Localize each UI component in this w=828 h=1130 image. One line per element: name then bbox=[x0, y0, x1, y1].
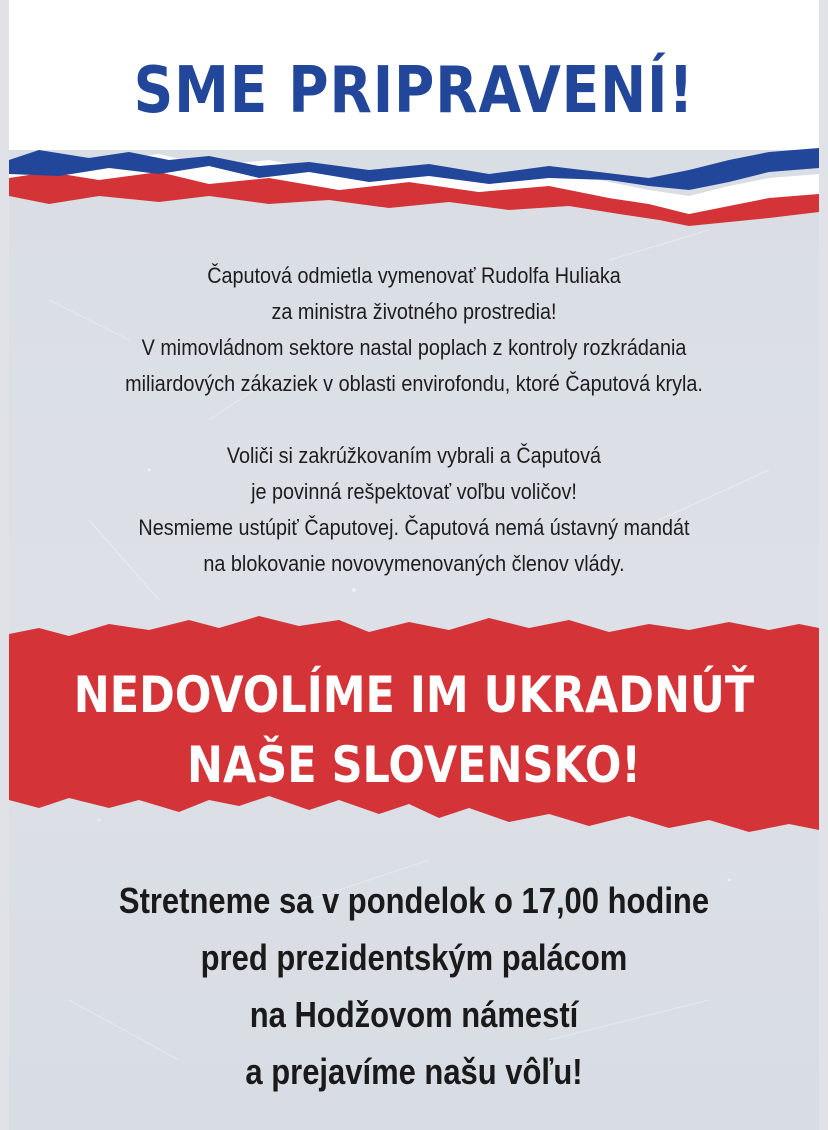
callout-line: pred prezidentským palácom bbox=[200, 937, 628, 978]
callout-line: na Hodžovom námestí bbox=[249, 994, 579, 1035]
meeting-callout bbox=[66, 872, 763, 1100]
voters-line: je povinná rešpektovať voľbu voličov! bbox=[251, 479, 577, 504]
band-headline bbox=[66, 660, 763, 800]
voters-line: Nesmieme ustúpiť Čaputovej. Čaputová nemá ústavný mandát bbox=[138, 515, 690, 540]
right-margin-strip bbox=[819, 0, 828, 1130]
callout-line: a prejavíme našu vôľu! bbox=[245, 1051, 583, 1092]
poster-sheet bbox=[9, 0, 819, 1130]
voters-line: Voliči si zakrúžkovaním vybrali a Čaputová bbox=[226, 443, 602, 468]
intro-line: za ministra životného prostredia! bbox=[271, 299, 557, 324]
band-headline-line: NEDOVOLÍME IM UKRADNÚŤ bbox=[73, 666, 755, 724]
left-margin-strip bbox=[0, 0, 9, 1130]
top-headline: SME PRIPRAVENÍ! bbox=[133, 54, 695, 128]
intro-line: V mimovládnom sektore nastal poplach z kontroly rozkrádania bbox=[141, 335, 687, 360]
callout-line: Stretneme sa v pondelok o 17,00 hodine bbox=[118, 880, 710, 921]
intro-line: miliardových zákaziek v oblasti envirofondu, ktoré Čaputová kryla. bbox=[125, 371, 703, 396]
voters-line: na blokovanie novovymenovaných členov vlády. bbox=[203, 551, 625, 576]
band-headline-line: NAŠE SLOVENSKO! bbox=[187, 736, 641, 794]
intro-line: Čaputová odmietla vymenovať Rudolfa Huliaka bbox=[207, 263, 621, 288]
